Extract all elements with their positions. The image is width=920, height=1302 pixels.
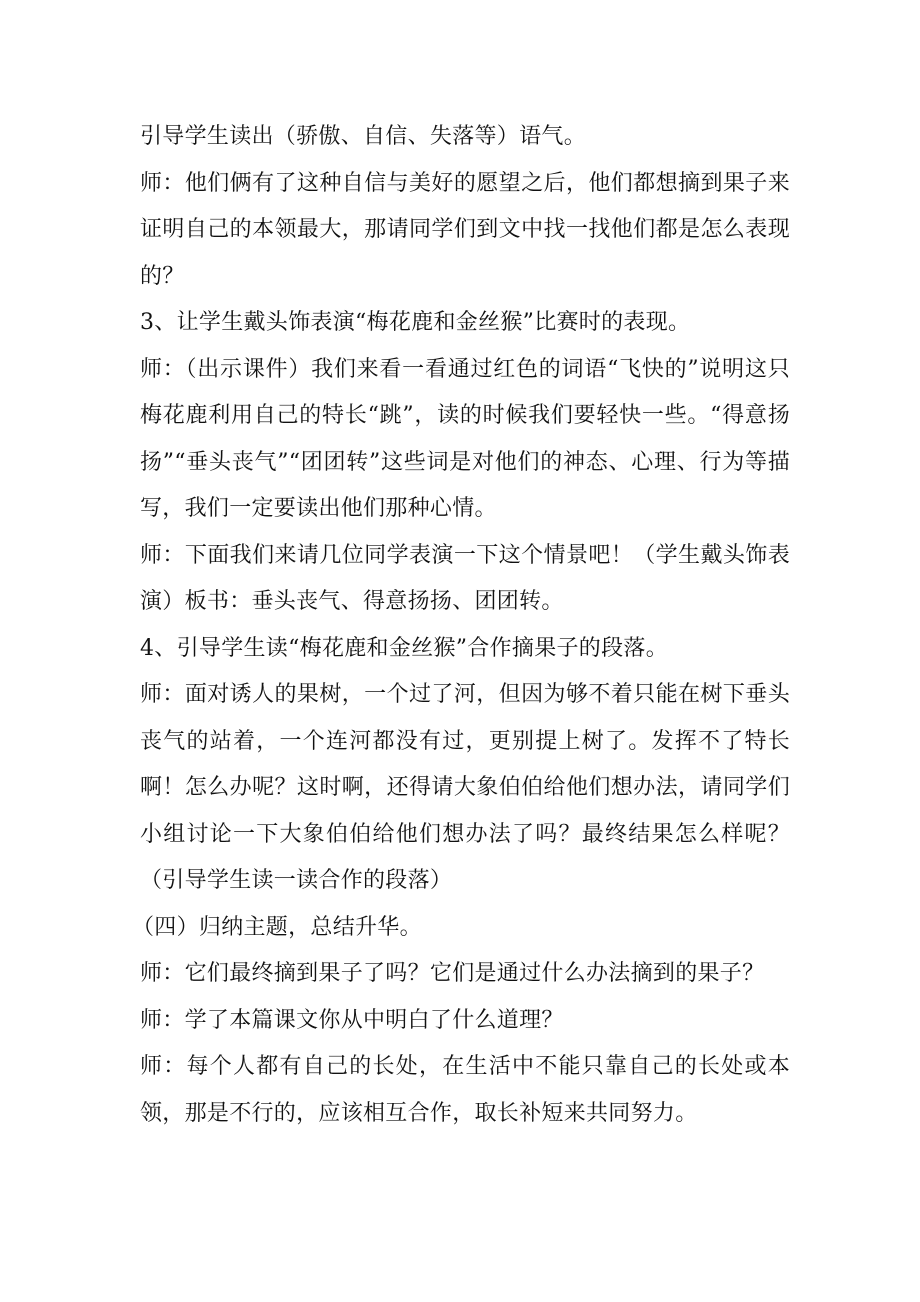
section-heading-summary: （四）归纳主题，总结升华。 [132,914,422,940]
paragraph-teacher-fruit-tree: 师：面对诱人的果树，一个过了河，但因为够不着只能在树下垂头丧气的站着，一个连河都没有过，更别提上树了。发挥不了特长啊！怎么办呢？这时啊，还得请大象伯伯给他们想办法，请同学们小组讨论一下大象伯伯给他们想办法了吗？最终结果怎么样呢？（引导学生读一读合作的段落） [140,682,790,893]
paragraph-step-4-cooperation: 4、引导学生读“梅花鹿和金丝猴”合作摘果子的段落。 [140,635,668,661]
paragraph-step-3-performance: 3、让学生戴头饰表演“梅花鹿和金丝猴”比赛时的表现。 [140,310,691,335]
paragraph-teacher-question-lesson: 师：学了本篇课文你从中明白了什么道理？ [140,1007,564,1033]
paragraph-teacher-perform-scene: 师：下面我们来请几位同学表演一下这个情景吧！（学生戴头饰表演）板书：垂头丧气、得意扬扬、团团转。 [140,542,790,614]
paragraph-teacher-courseware: 师：（出示课件）我们来看一看通过红色的词语“飞快的”说明这只梅花鹿利用自己的特长“跳”，读的时候我们要轻快一些。“得意扬扬”“垂头丧气”“团团转”这些词是对他们的神态、心理、行为等描写，我们一定要读出他们那种心情。 [140,356,790,521]
paragraph-teacher-question-fruit: 师：它们最终摘到果子了吗？它们是通过什么办法摘到的果子？ [140,961,765,986]
paragraph-teacher-prove-skill: 师：他们俩有了这种自信与美好的愿望之后，他们都想摘到果子来证明自己的本领最大，那请同学们到文中找一找他们都是怎么表现的？ [140,170,790,289]
paragraph-teacher-conclusion: 师：每个人都有自己的长处，在生活中不能只靠自己的长处或本领，那是不行的，应该相互合作，取长补短来共同努力。 [140,1054,790,1126]
paragraph-reading-tone: 引导学生读出（骄傲、自信、失落等）语气。 [140,124,587,149]
document-body [132,114,790,1137]
